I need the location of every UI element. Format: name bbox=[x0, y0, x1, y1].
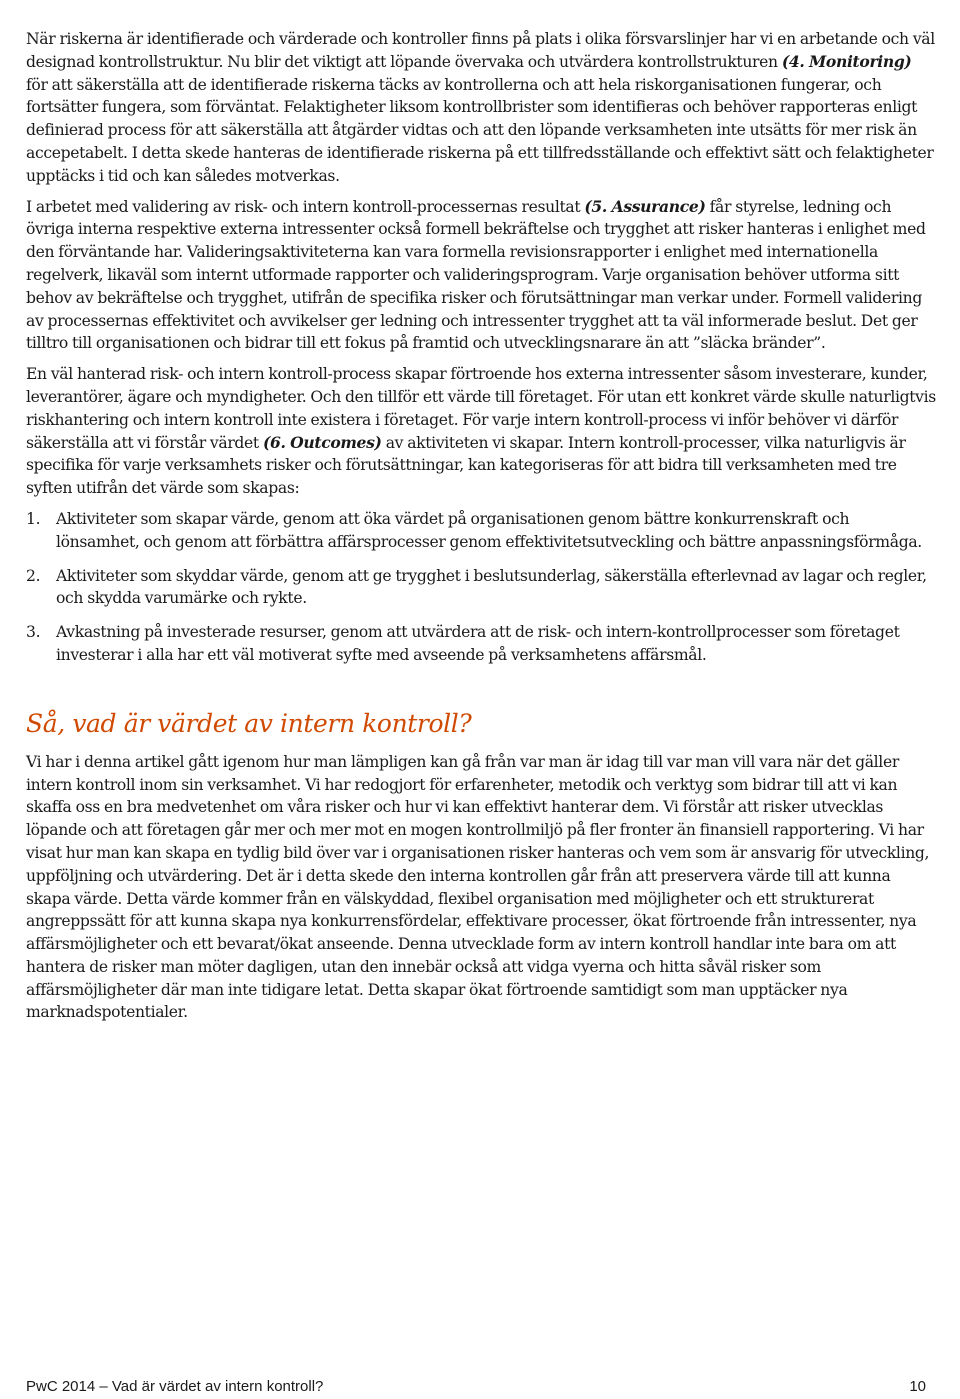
paragraph-text: får styrelse, ledning och övriga interna respektive externa intressenter också formell bekräftelse och trygghet att risker hanteras i enlighet med den förväntande har. Valideringsaktiviteterna kan vara formella revisionsrapporter i enlighet med internationella regelverk, likaväl som internt utformade rapporter och valideringsprogram. Varje organisation behöver utforma sitt behov av bekräftelse och trygghet, utifrån de specifika risker och förutsättningar man verkar under. Formell validering av processernas effektivitet och avvikelser ger ledning och intressenter trygghet att ta väl informerade beslut. Det ger tilltro till organisationen och bidrar till ett fokus på framtid och utvecklingsnarare än att ”släcka bränder”. bbox=[26, 197, 926, 353]
list-item-number: 2. bbox=[26, 566, 41, 585]
section-heading: Så, vad är värdet av intern kontroll? bbox=[26, 708, 472, 738]
list-item-text: Aktiviteter som skapar värde, genom att öka värdet på organisationen genom bättre konkurrenskraft och lönsamhet, och genom att förbättra affärsprocesser genom effektivitetsutveckling och bättre anpassningsförmåga. bbox=[56, 509, 922, 551]
term-assurance: (5. Assurance) bbox=[584, 196, 706, 216]
term-monitoring: (4. Monitoring) bbox=[781, 51, 912, 71]
paragraph-monitoring bbox=[26, 28, 936, 188]
page-footer bbox=[26, 1378, 926, 1395]
paragraph-text: När riskerna är identifierade och värderade och kontroller finns på plats i olika försvarslinjer har vi en arbetande och väl designad kontrollstruktur. Nu blir det viktigt att löpande övervaka och utvärdera kontrollstrukturen bbox=[26, 30, 935, 71]
list-item-text: Aktiviteter som skyddar värde, genom att ge trygghet i beslutsunderlag, säkerställa efterlevnad av lagar och regler, och skydda varumärke och rykte. bbox=[56, 566, 927, 608]
term-outcomes: (6. Outcomes) bbox=[262, 432, 382, 452]
paragraph-assurance bbox=[26, 196, 936, 356]
paragraph-text: av aktiviteten vi skapar. Intern kontroll-processer, vilka naturligvis är specifika för varje verksamhets risker och förutsättningar, kan kategoriseras för att bidra till verksamheten med tre syften utifrån det värde som skapas: bbox=[26, 433, 906, 498]
paragraph-text: för att säkerställa att de identifierade riskerna täcks av kontrollerna och att hela riskorganisationen fungerar, och fortsätter fungera, som förväntat. Felaktigheter liksom kontrollbrister som identifieras och behöver rapporteras enligt definierad process för att säkerställa att åtgärder vidtas och att den löpande verksamheten inte utsätts för mer risk än accepetabelt. I detta skede hanteras de identifierade riskerna på ett tillfredsställande och effektivt sätt och felaktigheter upptäcks i tid och kan således motverkas. bbox=[26, 75, 934, 185]
page-number: 10 bbox=[909, 1378, 926, 1395]
list-item bbox=[26, 621, 936, 667]
paragraph-outcomes bbox=[26, 363, 936, 500]
list-item bbox=[26, 565, 936, 611]
value-purpose-list bbox=[26, 508, 936, 667]
list-item-number: 1. bbox=[26, 509, 41, 528]
paragraph-text: I arbetet med validering av risk- och intern kontroll-processernas resultat bbox=[26, 197, 585, 216]
footer-title: PwC 2014 – Vad är värdet av intern kontroll? bbox=[26, 1378, 324, 1395]
paragraph-text: En väl hanterad risk- och intern kontroll-process skapar förtroende hos externa intressenter såsom investerare, kunder, leverantörer, ägare och myndigheter. Och den tillför ett värde till företaget. För utan ett konkret värde skulle naturligtvis riskhantering och intern kontroll inte existera i företaget. För varje intern kontroll-process vi inför behöver vi därför säkerställa att vi förstår värdet bbox=[26, 365, 936, 452]
list-item-number: 3. bbox=[26, 623, 41, 642]
document-page bbox=[26, 28, 936, 1032]
paragraph-summary: Vi har i denna artikel gått igenom hur man lämpligen kan gå från var man är idag till var man vill vara när det gäller intern kontroll inom sin verksamhet. Vi har redogjort för erfarenheter, metodik och verktyg som bidrar till att vi kan skaffa oss en bra medvetenhet om våra risker och hur vi kan effektivt hanterar dem. Vi förstår att risker utvecklas löpande och att företagen går mer och mer mot en mogen kontrollmiljö på fler fronter än finansiell rapportering. Vi har visat hur man kan skapa en tydlig bild över var i organisationen risker hanteras och vem som är ansvarig för utveckling, uppföljning och utvärdering. Det är i detta skede den interna kontrollen går från att preservera värde till att kunna skapa värde. Detta värde kommer från en välskyddad, flexibel organisation med möjligheter och ett strukturerat angreppssätt för att kunna skapa nya konkurrensfördelar, effektivare processer, ökat förtroende från intressenter, nya affärsmöjligheter och ett bevarat/ökat anseende. Denna utvecklade form av intern kontroll handlar inte bara om att hantera de risker man möter dagligen, utan den innebär också att vidga vyerna och hitta såväl risker som affärsmöjligheter där man inte tidigare letat. Detta skapar ökat förtroende samtidigt som man upptäcker nya marknadspotentialer. bbox=[26, 752, 930, 1022]
list-item bbox=[26, 508, 936, 554]
list-item-text: Avkastning på investerade resurser, genom att utvärdera att de risk- och intern-kontrollprocesser som företaget investerar i alla har ett väl motiverat syfte med avseende på verksamhetens affärsmål. bbox=[56, 623, 900, 664]
